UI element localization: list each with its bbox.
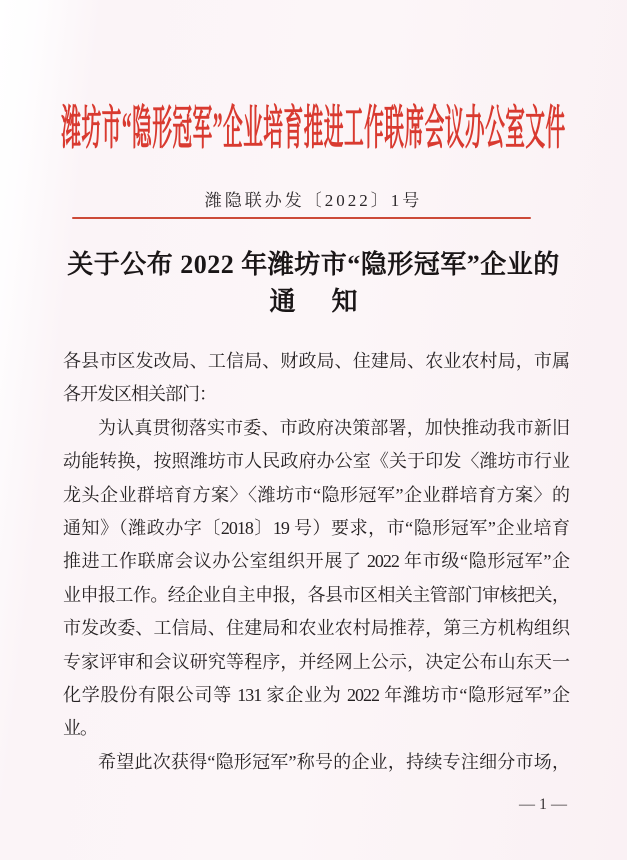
- body-text-line: 化学股份有限公司等 131 家企业为 2022 年潍坊市“隐形冠军”企: [63, 685, 569, 706]
- body-text-line: 通知》（潍政办字〔2018〕19 号）要求，市“隐形冠军”企业培育: [63, 518, 569, 539]
- document-title-line1: 关于公布 2022 年潍坊市“隐形冠军”企业的: [67, 250, 560, 279]
- body-text-line: 各县市区发改局、工信局、财政局、住建局、农业农村局，市属: [63, 351, 569, 371]
- body-text-line: 专家评审和会议研究等程序，并经网上公示，决定公布山东天一: [63, 651, 569, 672]
- document-body: [63, 345, 569, 779]
- body-text-line: 龙头企业群培育方案〉〈潍坊市“隐形冠军”企业群培育方案〉的: [63, 484, 569, 505]
- document-title-line2: 通 知: [269, 287, 363, 316]
- body-text-line: 业。: [63, 718, 97, 739]
- document-number: 潍隐联办发〔2022〕1号: [204, 191, 423, 210]
- body-text-line: 业申报工作。经企业自主申报，各县市区相关主管部门审核把关，: [63, 584, 569, 605]
- body-text-line: 为认真贯彻落实市委、市政府决策部署，加快推动我市新旧: [98, 417, 569, 438]
- page-number: — 1 —: [519, 796, 567, 813]
- body-text-line: 动能转换，按照潍坊市人民政府办公室《关于印发〈潍坊市行业: [63, 451, 569, 472]
- document-title: [0, 246, 627, 320]
- red-header: [0, 101, 627, 157]
- red-divider-line: [72, 217, 531, 219]
- body-text-line: 各开发区相关部门：: [63, 384, 216, 405]
- body-text-line: 市发改委、工信局、住建局和农业农村局推荐，第三方机构组织: [63, 618, 569, 639]
- body-text-line: 希望此次获得“隐形冠军”称号的企业，持续专注细分市场，: [98, 751, 569, 772]
- org-title: 潍坊市“隐形冠军”企业培育推进工作联席会议办公室文件: [61, 103, 566, 155]
- body-text-line: 推进工作联席会议办公室组织开展了 2022 年市级“隐形冠军”企: [63, 551, 569, 572]
